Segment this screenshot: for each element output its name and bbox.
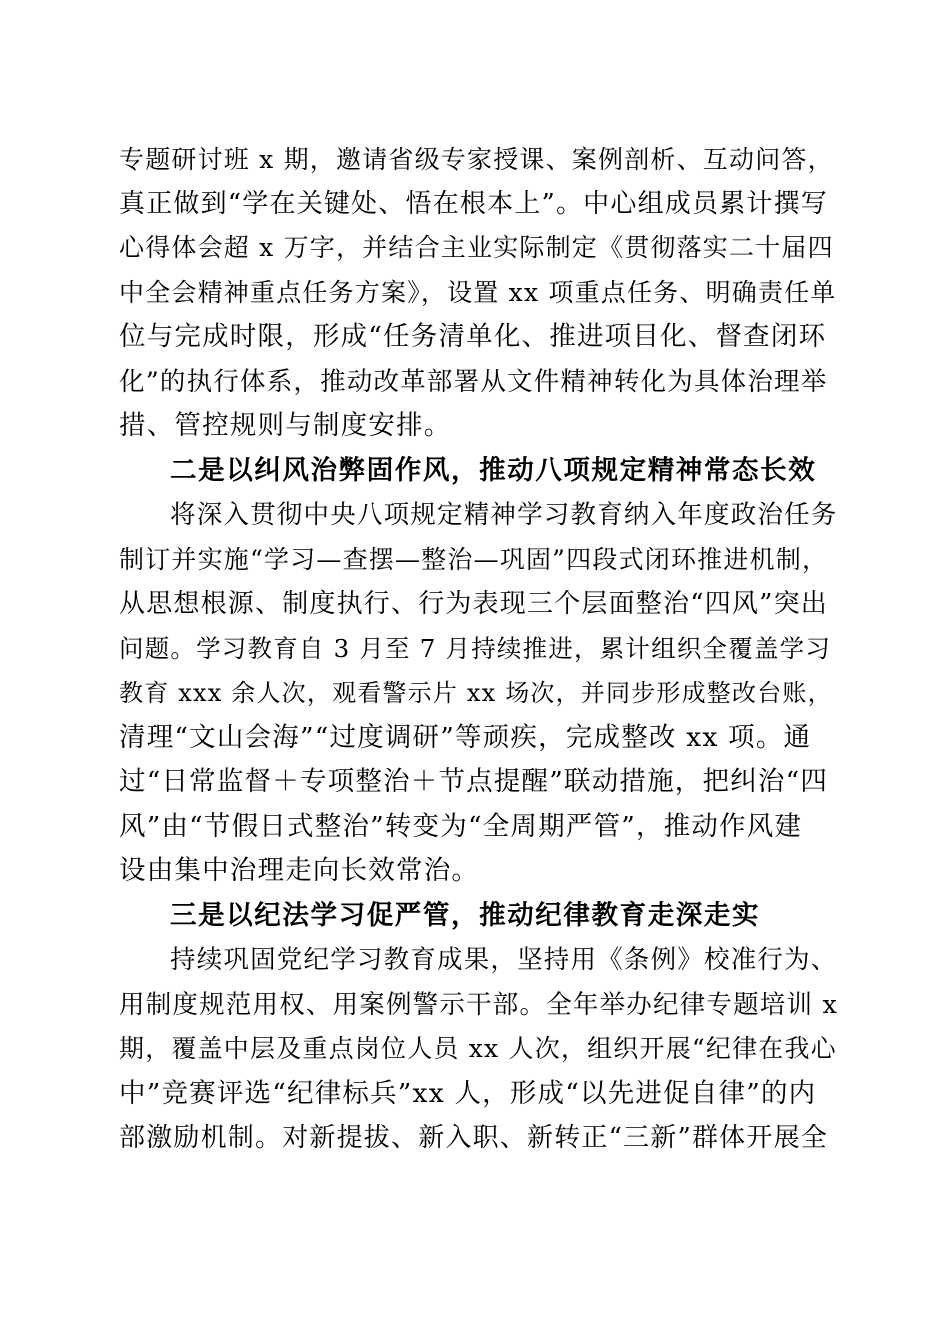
paragraph-line: 中”竞赛评选“纪律标兵”xx 人，形成“以先进促自律”的内: [119, 1078, 817, 1109]
paragraph-line: 持续巩固党纪学习教育成果，坚持用《条例》校准行为、: [170, 945, 838, 975]
paragraph-line: 风”由“节假日式整治”转变为“全周期严管”，推动作风建: [119, 811, 803, 842]
paragraph-line: 中全会精神重点任务方案》，设置 xx 项重点任务、明确责任单: [119, 278, 837, 307]
paragraph-line: 期，覆盖中层及重点岗位人员 xx 人次，组织开展“纪律在我心: [119, 1034, 837, 1063]
paragraph-line: 化”的执行体系，推动改革部署从文件精神转化为具体治理举: [119, 367, 828, 397]
paragraph-line: 设由集中治理走向长效常治。: [119, 855, 480, 886]
paragraph-line: 教育 xxx 余人次，观看警示片 xx 场次，并同步形成整改台账，: [119, 679, 833, 707]
paragraph-line: 位与完成时限，形成“任务清单化、推进项目化、督查闭环: [119, 321, 827, 352]
paragraph-line: 清理“文山会海”“过度调研”等顽疾，完成整改 xx 项。通: [119, 722, 812, 753]
paragraph-line: 从思想根源、制度执行、行为表现三个层面整治“四风”突出: [119, 589, 828, 619]
paragraph-line: 制订并实施“学习—查摆—整治—巩固”四段式闭环推进机制，: [119, 545, 829, 574]
paragraph-line: 问题。学习教育自 3 月至 7 月持续推进，累计组织全覆盖学习: [119, 634, 832, 663]
paragraph-line: 真正做到“学在关键处、悟在根本上”。中心组成员累计撰写: [119, 189, 828, 219]
paragraph-line: 措、管控规则与制度安排。: [119, 410, 452, 441]
paragraph-line: 用制度规范用权、用案例警示干部。全年举办纪律专题培训 x: [119, 990, 839, 1020]
paragraph-line: 专题研讨班 x 期，邀请省级专家授课、案例剖析、互动问答，: [119, 145, 834, 174]
paragraph-line: 过“日常监督＋专项整治＋节点提醒”联动措施，把纠治“四: [119, 766, 829, 797]
paragraph-line: 心得体会超 x 万字，并结合主业实际制定《贯彻落实二十届四: [119, 233, 834, 262]
paragraph-line: 将深入贯彻中央八项规定精神学习教育纳入年度政治任务: [170, 500, 838, 530]
section-heading-2: 二是以纠风治弊固作风，推动八项规定精神常态长效: [170, 455, 817, 486]
paragraph-line: 部激励机制。对新提拔、新入职、新转正“三新”群体开展全: [119, 1123, 828, 1153]
section-heading-3: 三是以纪法学习促严管，推动纪律教育走深走实: [170, 900, 761, 931]
